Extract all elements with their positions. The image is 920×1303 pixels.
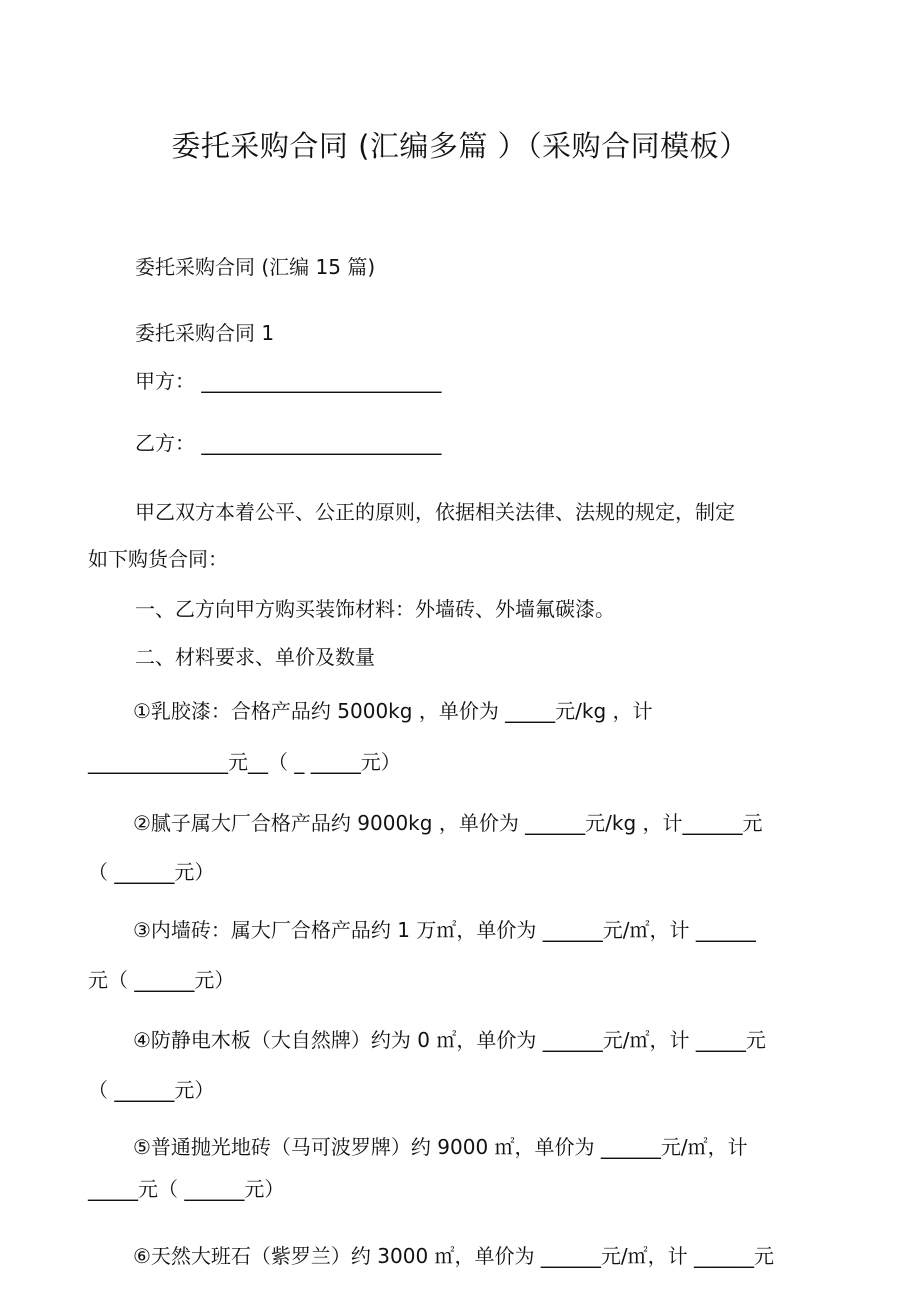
clause-2: 二、材料要求、单价及数量 — [135, 645, 375, 669]
item-5-line-1: ⑤普通抛光地砖（马可波罗牌）约 9000 ㎡，单价为 ______元/㎡，计 — [133, 1135, 748, 1159]
document-subtitle: 委托采购合同 (汇编 15 篇) — [135, 255, 376, 279]
item-1-line-2: ______________元__（ _ _____元） — [88, 750, 401, 774]
contract-heading: 委托采购合同 1 — [135, 321, 275, 345]
party-a-line: 甲方： ________________________ — [135, 369, 442, 393]
document-title: 委托采购合同 (汇编多篇 ）（采购合同模板） — [171, 129, 749, 163]
party-b-line: 乙方： ________________________ — [135, 431, 442, 455]
item-5-line-2: _____元（ ______元） — [88, 1177, 285, 1201]
clause-1: 一、乙方向甲方购买装饰材料：外墙砖、外墙氟碳漆。 — [135, 597, 615, 621]
intro-line-2: 如下购货合同： — [88, 547, 228, 571]
item-2-line-1: ②腻子属大厂合格产品约 9000kg ，单价为 ______元/kg ，计______元 — [133, 811, 763, 835]
item-4-line-2: （ ______元） — [88, 1078, 215, 1102]
item-3-line-2: 元（ ______元） — [88, 968, 235, 992]
item-3-line-1: ③内墙砖：属大厂合格产品约 1 万㎡，单价为 ______元/㎡，计 ______ — [133, 918, 756, 942]
intro-line-1: 甲乙双方本着公平、公正的原则，依据相关法律、法规的规定，制定 — [135, 500, 735, 524]
item-1-line-1: ①乳胶漆：合格产品约 5000kg ，单价为 _____元/kg ，计 — [133, 699, 653, 723]
item-6-line-1: ⑥天然大班石（紫罗兰）约 3000 ㎡，单价为 ______元/㎡，计 ______元 — [133, 1244, 774, 1268]
item-2-line-2: （ ______元） — [88, 860, 215, 884]
item-4-line-1: ④防静电木板（大自然牌）约为 0 ㎡，单价为 ______元/㎡，计 _____元 — [133, 1028, 766, 1052]
